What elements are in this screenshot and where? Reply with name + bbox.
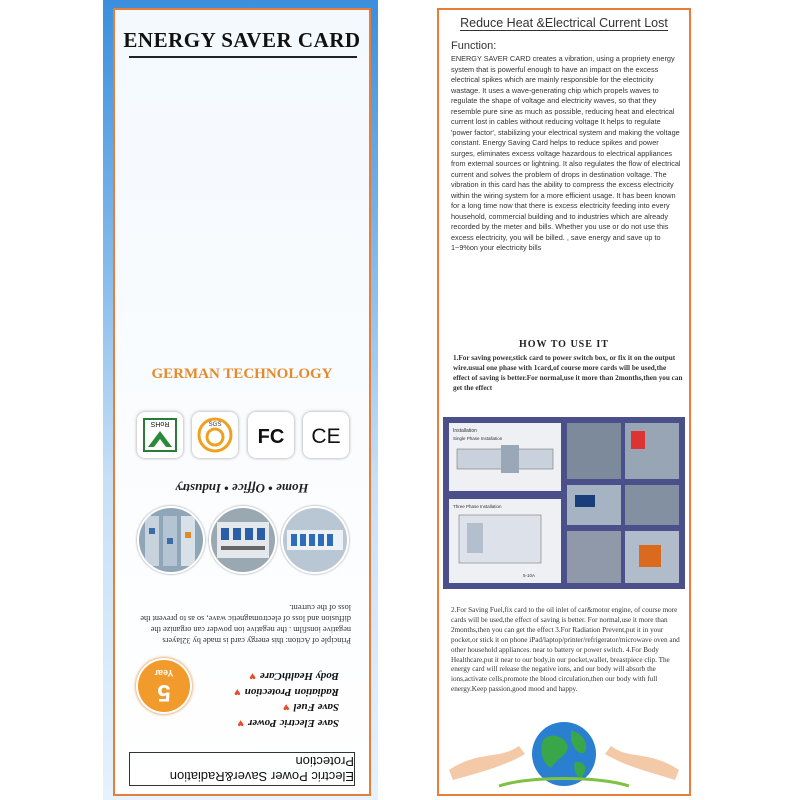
right-hand-icon <box>605 746 679 780</box>
heart-bullet-icon: ♥ <box>282 701 290 714</box>
heart-bullet-icon: ♥ <box>249 670 256 683</box>
heart-bullet-icon: ♥ <box>234 686 241 698</box>
rohs-text: RoHS <box>150 420 170 427</box>
function-text: ENERGY SAVER CARD creates a vibration, using a propriety energy system that is powerful enough to have an impact on the excess electrical spikes which are mainly responsible for the electricity wastage. It uses a wave-generating chip which propels waves to regulate the shape of voltage and electricity waves, so that they resemble pure sine as much as possible, reducing heat and electrical current lost in cables without reducing voltage It helps to regulate 'power factor', stabilizing your electrical system and making the voltage constant. Energy Saving Card helps to reduce spikes and power surges, eliminates excess voltage hazardous to electrical appliances from external sources or lightning. It also regulates the flow of electrical current and solves the problem of drops in destination voltage. The vibration in this card has the ability to compress the excess electricity within the wiring system for a more efficient usage. It has been known for a long time now that there is excess electricity feeding into every household, commercial building and to industries which are already recorded by the meter and bills. Whether you use or do not use this excess electricity, you will be billed. , save energy and save up to 1~9%on your electricity bills <box>451 54 681 252</box>
heart-bullet-icon: ♥ <box>237 717 244 729</box>
rohs-logo <box>137 412 183 458</box>
usage-label: Home • Office • Industry <box>175 481 309 496</box>
certification-logos <box>137 412 349 458</box>
sgs-logo <box>192 412 238 458</box>
warranty-number: 5 <box>157 679 171 706</box>
principle-text: Principle of Action: this energy card is made by 32layers negative ionsfilm . the negative ion powder can organize the diffusion and loss of electromagnetic wave, so as to prevent the loss of the current. <box>140 603 351 645</box>
right-title-text: Reduce Heat &Electrical Current Lost <box>460 16 668 30</box>
office-photo <box>209 506 277 574</box>
step-one-text: 1.For saving power,stick card to power switch box, or fix it on the output wire.usual one phase with 1card,of course more cards will be used,the effect of saving is better.For normal,use it more than 2months,then you can get the effect <box>453 354 683 392</box>
right-title <box>439 16 689 30</box>
card-front-panel <box>103 0 378 800</box>
card-back-panel <box>427 0 697 800</box>
function-heading: Function: <box>451 40 497 52</box>
diagram-label: Single Phase Installation <box>453 436 503 441</box>
feature-label: Body HealthCare <box>259 670 339 683</box>
brand-title: ENERGY SAVER CARD <box>123 28 361 52</box>
left-hand-icon <box>449 746 525 780</box>
how-to-heading: HOW TO USE IT <box>519 339 609 350</box>
feature-label: Save Fuel <box>293 701 339 714</box>
card-back-frame <box>437 8 691 796</box>
feature-label: Radiation Protection <box>244 686 339 698</box>
warranty-badge <box>138 660 190 712</box>
feature-item <box>115 715 339 731</box>
fc-logo <box>248 412 294 458</box>
application-photos <box>137 506 349 574</box>
fc-text: FC <box>257 426 284 448</box>
industry-photo <box>137 506 205 574</box>
ce-text: CE <box>311 425 341 448</box>
ce-logo <box>303 412 349 458</box>
warranty-label: Year <box>154 668 174 678</box>
sgs-text: SGS <box>208 422 222 428</box>
card-front-frame <box>113 8 371 796</box>
diagram-label: Three Phase Installation <box>453 504 502 509</box>
installation-diagram <box>443 417 685 589</box>
diagram-label: Installation <box>453 428 477 434</box>
diagram-label: 5-10A <box>523 573 536 578</box>
bottom-title: Electric Power Saver&Radiation Protection <box>129 752 355 786</box>
feature-label: Save Electric Power <box>247 717 339 729</box>
brand-underline <box>129 56 357 58</box>
home-photo <box>281 506 349 574</box>
steps-remaining-text: 2.For Saving Fuel,fix card to the oil inlet of car&motor engine, of course more cards will be used,the effect of saving is better. For normal,use it more than 2months,then you can get the effect 3.For Radiation Prevent,put it in your pocket,or stick it on phone iPad/laptop/printer/refrigerator/microwave oven and other household appliances. near to battery or power switch. 4.For Body Healthcare,put it near to our body,in our pocket,wallet, breastpiece clip. The energy card will release the negative ions, and our body will absorb the ions,activate cells,promote the blood circulation,then our body with full energy.Keep passion,good mood and happy. <box>451 606 680 694</box>
german-technology-label: GERMAN TECHNOLOGY <box>151 366 333 382</box>
earth-illustration <box>439 710 689 790</box>
